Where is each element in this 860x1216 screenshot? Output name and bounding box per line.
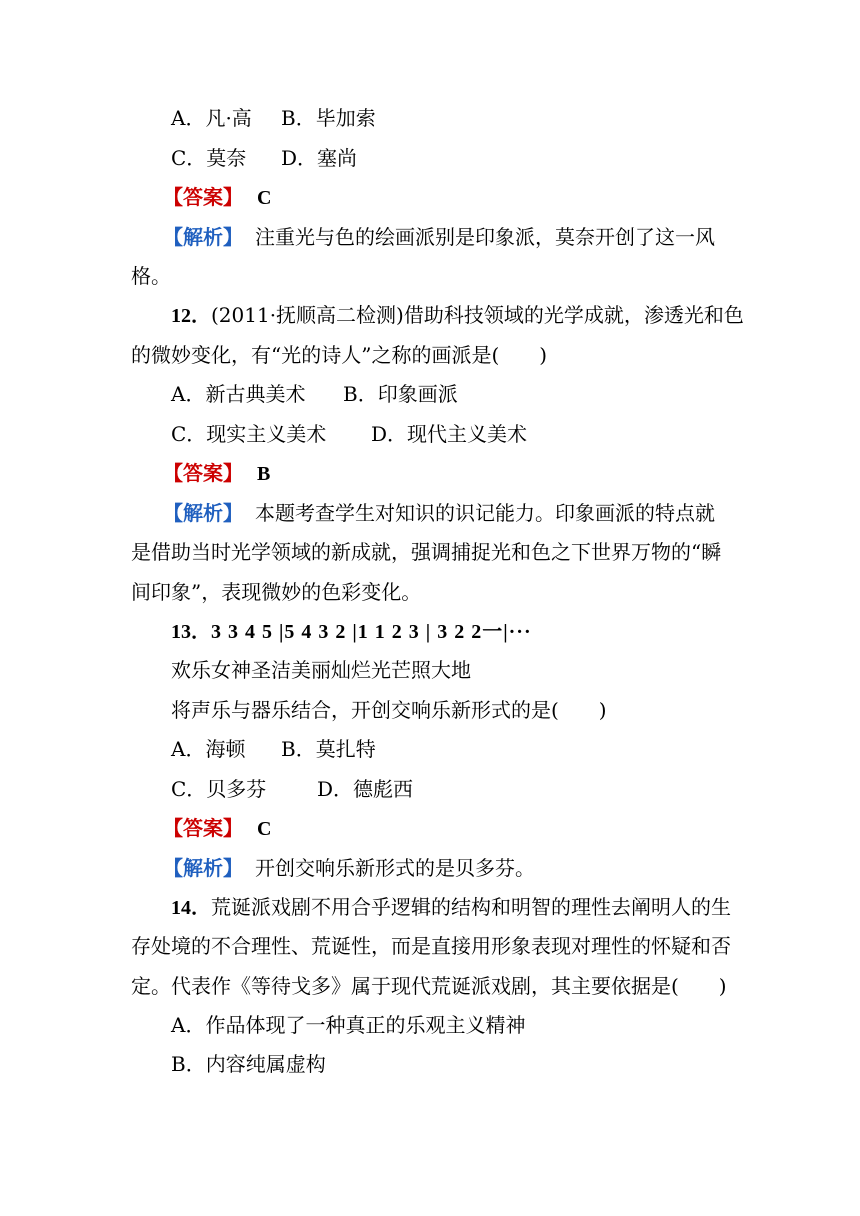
q11-answer	[163, 184, 271, 211]
q14-stem-line1: 14．荒诞派戏剧不用合乎逻辑的结构和明智的理性去阐明人的生	[171, 895, 731, 919]
q13-lyrics: 欢乐女神圣洁美丽灿烂光芒照大地	[171, 658, 471, 682]
q13-music-line	[171, 618, 532, 645]
question-number: 13．	[171, 621, 211, 643]
q13-option-c: C．贝多芬	[171, 777, 267, 801]
question-number: 14．	[171, 897, 211, 919]
q12-explanation-line3: 间印象”，表现微妙的色彩变化。	[131, 580, 422, 604]
q14-stem-line2: 存处境的不合理性、荒诞性，而是直接用形象表现对理性的怀疑和否	[131, 934, 731, 958]
q13-answer	[163, 815, 271, 842]
q13-options-cd	[171, 776, 413, 802]
q12-option-d: D．现代主义美术	[371, 422, 528, 446]
explanation-tag: 【解析】	[163, 501, 243, 525]
q12-options-cd	[171, 421, 527, 447]
q13-stem: 将声乐与器乐结合，开创交响乐新形式的是( )	[171, 698, 607, 722]
q11-options-ab	[171, 105, 376, 131]
q12-option-a: A．新古典美术	[171, 382, 306, 406]
q13-option-b: B．莫扎特	[281, 737, 376, 761]
q11-option-a: A．凡·高	[171, 106, 252, 130]
q14-option-b: B．内容纯属虚构	[171, 1052, 326, 1076]
q11-option-c: C．莫奈	[171, 146, 247, 170]
q12-answer	[163, 460, 270, 487]
q12-explanation-line2: 是借助当时光学领域的新成就，强调捕捉光和色之下世界万物的“瞬	[131, 540, 722, 564]
q12-stem-line1: 12．(2011·抚顺高二检测)借助科技领域的光学成就，渗透光和色	[171, 303, 744, 327]
q11-options-cd	[171, 145, 357, 171]
answer-tag: 【答案】	[163, 185, 243, 209]
answer-tag: 【答案】	[163, 816, 243, 840]
q12-stem-line2: 的微妙变化，有“光的诗人”之称的画派是( )	[131, 343, 548, 367]
explanation-tag: 【解析】	[163, 856, 243, 880]
q11-option-d: D．塞尚	[281, 146, 358, 170]
answer-value: B	[257, 463, 271, 485]
q12-option-b: B．印象画派	[343, 382, 458, 406]
answer-tag: 【答案】	[163, 461, 243, 485]
answer-value: C	[257, 187, 272, 209]
q11-explanation-line1: 【解析】 注重光与色的绘画派别是印象派，莫奈开创了这一风	[163, 225, 715, 249]
q12-explanation-line1: 【解析】 本题考查学生对知识的识记能力。印象画派的特点就	[163, 501, 715, 525]
question-number: 12．	[171, 305, 211, 327]
q13-option-d: D．德彪西	[317, 777, 414, 801]
q12-options-ab	[171, 381, 458, 407]
q11-option-b: B．毕加索	[281, 106, 376, 130]
q13-options-ab	[171, 736, 376, 762]
q12-option-c: C．现实主义美术	[171, 422, 327, 446]
q13-option-a: A．海顿	[171, 737, 246, 761]
q14-stem-line3: 定。代表作《等待戈多》属于现代荒诞派戏剧，其主要依据是( )	[131, 974, 727, 998]
q11-explanation-line2: 格。	[131, 264, 171, 288]
music-notation: 3 3 4 5 |5 4 3 2 |1 1 2 3 | 3 2 2一|···	[211, 621, 532, 643]
q13-explanation-line1: 【解析】 开创交响乐新形式的是贝多芬。	[163, 856, 535, 880]
q14-option-a: A．作品体现了一种真正的乐观主义精神	[171, 1013, 526, 1037]
explanation-tag: 【解析】	[163, 225, 243, 249]
answer-value: C	[257, 818, 272, 840]
